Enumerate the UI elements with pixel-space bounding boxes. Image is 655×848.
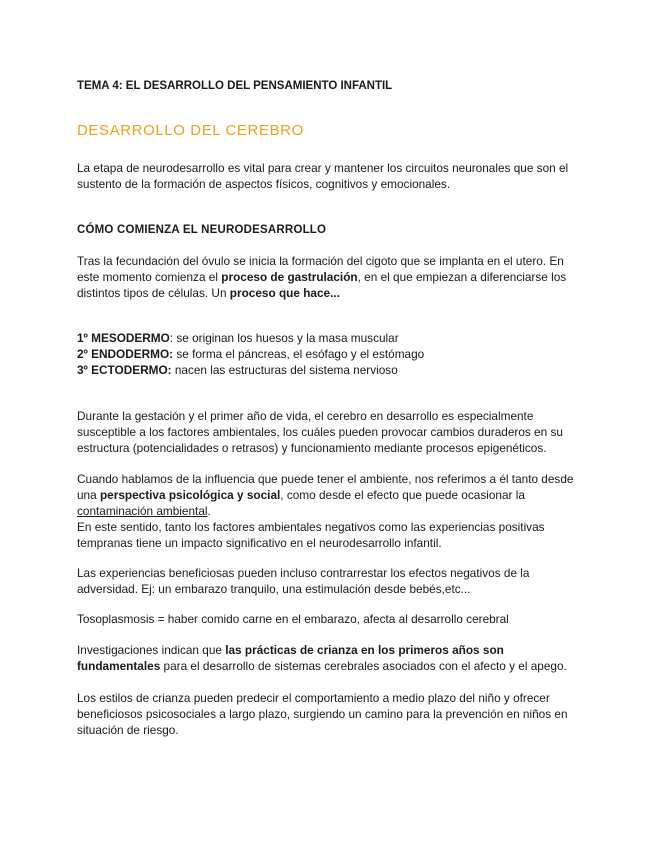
experiencias-paragraph: Las experiencias beneficiosas pueden incluso contrarrestar los efectos negativos de la adversidad. Ej: un embarazo tranquilo, una estimulación desde bebés,etc... [77,566,530,596]
investigaciones-paragraph-block [77,642,577,674]
experiencias-paragraph-block [77,565,577,597]
fecundacion-bold-1: proceso de gastrulación [221,270,358,284]
intro-paragraph-block [77,160,577,192]
ambiente-text-3: . [207,504,211,518]
investigaciones-text-1: Investigaciones indican que [77,643,226,657]
layer-label: 1º MESODERMO [77,331,170,345]
ambiente-text-2: , como desde el efecto que puede ocasionar la [280,488,525,502]
toxoplasmosis-line: Tosoplasmosis = haber comido carne en el embarazo, afecta al desarrollo cerebral [77,612,509,626]
investigaciones-bold: las prácticas de crianza en los primeros años son fundamentales [77,643,504,673]
gestacion-paragraph: Durante la gestación y el primer año de vida, el cerebro en desarrollo es especialmente susceptible a los factores ambientales, los cuáles pueden provocar cambios duraderos en su estructura (potencialidades o retrasos) y funcionamiento mediante procesos epigenéticos. [77,409,563,455]
section-heading: DESARROLLO DEL CEREBRO [77,122,304,139]
investigaciones-paragraph [77,642,577,674]
contaminacion-underlined: contaminación ambiental [77,504,208,518]
fecundacion-text-1: Tras la fecundación del óvulo se inicia la formación del cigoto que se implanta en el utero. En este momento comienza el [77,254,564,284]
fecundacion-paragraph-block [77,253,577,301]
ambiente-paragraph-block [77,471,577,551]
ambiente-bold: perspectiva psicológica y social [99,488,281,502]
fecundacion-paragraph [77,253,577,301]
subheading-block [77,222,577,238]
ambiente-paragraph [77,471,577,519]
fecundacion-text-2: , en el que empiezan a diferenciarse los distintos tipos de células. Un [77,270,567,300]
list-item-ectodermo [77,362,577,378]
ambiente-text-1: Cuando hablamos de la influencia que puede tener el ambiente, nos referimos a él tanto desde una [77,472,574,502]
germ-layers-list [77,330,577,378]
neurodesarrollo-subheading: CÓMO COMIENZA EL NEURODESARROLLO [77,224,327,236]
layer-text: nacen las estructuras del sistema nervioso [171,363,398,377]
tema-title: TEMA 4: EL DESARROLLO DEL PENSAMIENTO INFANTIL [77,80,393,92]
estilos-paragraph-block [77,690,577,738]
sentido-paragraph: En este sentido, tanto los factores ambientales negativos como las experiencias positivas tempranas tiene un impacto significativo en el neurodesarrollo infantil. [77,520,545,550]
fecundacion-bold-2: proceso que hace... [229,286,340,300]
toxoplasmosis-block [77,611,577,627]
intro-paragraph: La etapa de neurodesarrollo es vital para crear y mantener los circuitos neuronales que son el sustento de la formación de aspectos físicos, cognitivos y emocionales. [77,161,569,191]
estilos-paragraph: Los estilos de crianza pueden predecir el comportamiento a medio plazo del niño y ofrecer beneficiosos psicosociales a largo plazo, surgiendo un camino para la prevención en niños en situación de riesgo. [77,691,568,737]
list-item-endodermo [77,346,577,362]
layer-label: 2º ENDODERMO: [77,347,174,361]
layer-text: : se originan los huesos y la masa muscular [169,331,399,345]
investigaciones-text-2: para el desarrollo de sistemas cerebrales asociados con el afecto y el apego. [160,659,567,673]
layer-text: se forma el páncreas, el esófago y el estómago [173,347,425,361]
gestacion-paragraph-block [77,408,577,456]
list-item-mesodermo [77,330,577,346]
layer-label: 3º ECTODERMO: [77,363,172,377]
